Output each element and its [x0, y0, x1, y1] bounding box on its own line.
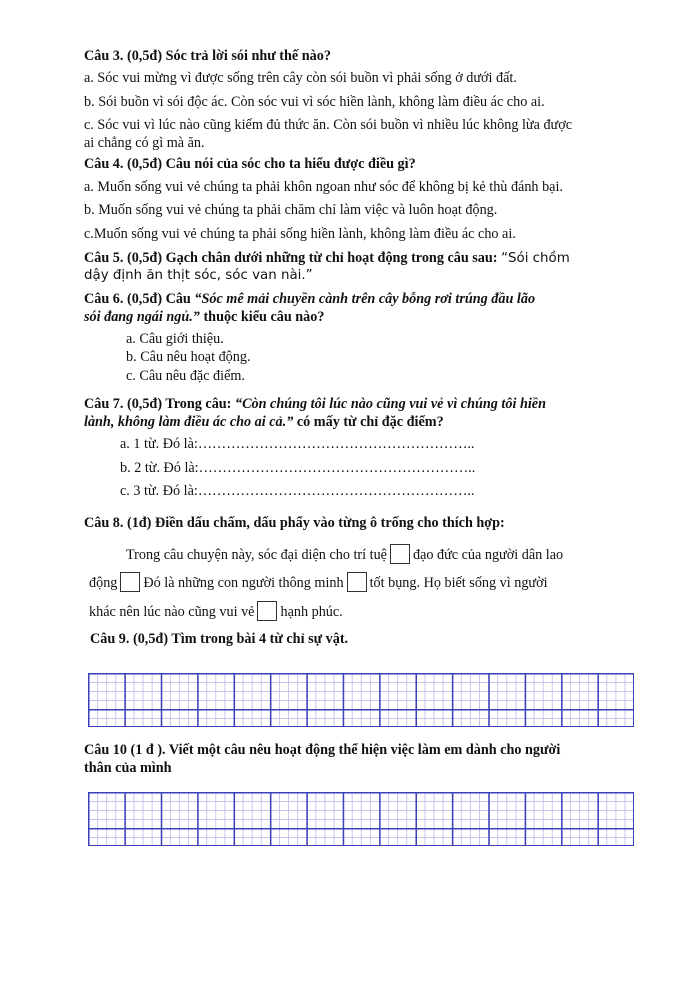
q4-option-b: b. Muốn sống vui vẻ chúng ta phải chăm chỉ làm việc và luôn hoạt động. [84, 202, 498, 218]
q7-line1 [84, 395, 546, 413]
q7-option-b: b. 2 từ. Đó là:………………………………………………….. [120, 460, 476, 476]
q7-title: Câu 7. (0,5đ) Trong câu: [84, 396, 232, 412]
q6-option-c: c. Câu nêu đặc điểm. [126, 368, 245, 384]
q10-title-line1: Câu 10 (1 đ ). Viết một câu nêu hoạt động thể hiện việc làm em dành cho người [84, 742, 561, 758]
q8-line3 [89, 601, 343, 621]
q6-option-b: b. Câu nêu hoạt động. [126, 349, 251, 365]
q9-writing-grid[interactable] [88, 673, 634, 727]
q4-title: Câu 4. (0,5đ) Câu nói của sóc cho ta hiểu được điều gì? [84, 156, 416, 172]
q8-text-2b: Đó là những con người thông minh [143, 575, 344, 591]
q5-quote-end: dậy định ăn thịt sóc, sóc van nài.” [84, 268, 313, 283]
q3-option-c-line2: ai chẳng có gì mà ăn. [84, 135, 205, 151]
q8-text-2c: tốt bụng. Họ biết sống vì người [369, 575, 548, 591]
q10-title-line2: thân của mình [84, 760, 172, 776]
q8-text-2a: động [89, 575, 118, 591]
blank-box-4[interactable] [257, 601, 277, 621]
q4-option-c: c.Muốn sống vui vẻ chúng ta phải sống hiền lành, không làm điều ác cho ai. [84, 226, 516, 242]
q8-text-3b: hạnh phúc. [280, 604, 343, 620]
q6-title: Câu 6. (0,5đ) Câu [84, 291, 191, 307]
q7-option-a: a. 1 từ. Đó là:………………………………………………….. [120, 436, 475, 452]
q4-option-a: a. Muốn sống vui vẻ chúng ta phải khôn ngoan như sóc để không bị kẻ thù đánh bại. [84, 179, 563, 195]
q5-line1 [84, 249, 570, 268]
q3-option-c-line1: c. Sóc vui vì lúc nào cũng kiếm đủ thức ăn. Còn sói buồn vì nhiều lúc không lừa được [84, 117, 573, 133]
q5-title: Câu 5. (0,5đ) Gạch chân dưới những từ chỉ hoạt động trong câu sau: [84, 250, 498, 266]
q6-quote-start: “Sóc mê mải chuyền cành trên cây bỗng rơi trúng đầu lão [194, 291, 536, 307]
q5-quote-start: “Sói chồm [501, 251, 570, 266]
q7-option-c: c. 3 từ. Đó là:………………………………………………….. [120, 483, 475, 499]
q3-option-b: b. Sói buồn vì sói độc ác. Còn sóc vui vì sóc hiền lành, không làm điều ác cho ai. [84, 94, 545, 110]
q8-line1 [126, 544, 563, 564]
q6-line2 [84, 308, 324, 326]
q8-line2 [89, 572, 548, 592]
q6-quote-end: sói đang ngái ngủ.” [84, 309, 200, 325]
q6-option-a: a. Câu giới thiệu. [126, 331, 224, 347]
q7-quote-end: lành, không làm điều ác cho ai cả.” [84, 414, 294, 430]
q6-line1 [84, 290, 535, 308]
q10-writing-grid[interactable] [88, 792, 634, 846]
q7-line2 [84, 413, 444, 431]
q8-text-3a: khác nên lúc nào cũng vui vẻ [89, 604, 255, 620]
q8-text-1a: Trong câu chuyện này, sóc đại diện cho trí tuệ [126, 547, 387, 563]
q3-title: Câu 3. (0,5đ) Sóc trả lời sói như thế nào? [84, 48, 331, 64]
q8-title: Câu 8. (1đ) Điền dấu chấm, dấu phẩy vào từng ô trống cho thích hợp: [84, 515, 505, 531]
q6-question: thuộc kiểu câu nào? [203, 309, 325, 325]
blank-box-1[interactable] [390, 544, 410, 564]
q9-title: Câu 9. (0,5đ) Tìm trong bài 4 từ chỉ sự vật. [90, 631, 349, 647]
q7-question: có mấy từ chỉ đặc điểm? [296, 414, 444, 430]
q7-quote-start: “Còn chúng tôi lúc nào cũng vui vẻ vì chúng tôi hiền [234, 396, 546, 412]
blank-box-3[interactable] [347, 572, 367, 592]
q8-text-1b: đạo đức của người dân lao [412, 547, 564, 563]
blank-box-2[interactable] [120, 572, 140, 592]
q3-option-a: a. Sóc vui mừng vì được sống trên cây còn sói buồn vì phải sống ở dưới đất. [84, 70, 517, 86]
